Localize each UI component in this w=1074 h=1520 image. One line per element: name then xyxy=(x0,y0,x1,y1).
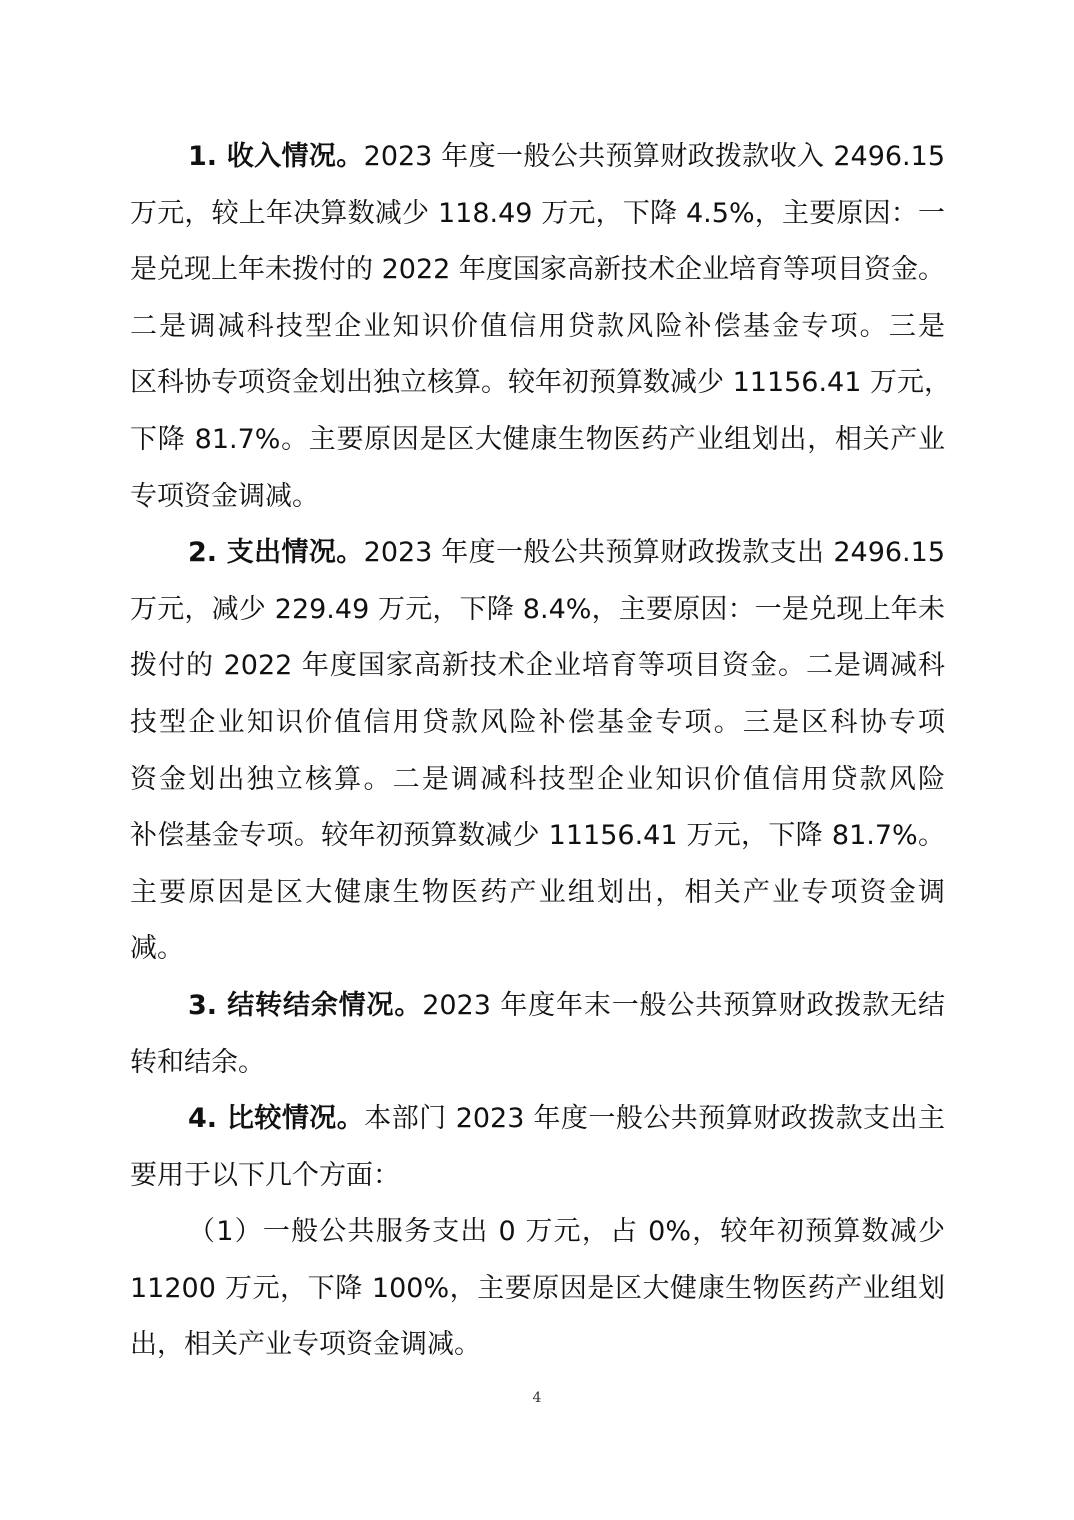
line-text: 2023 年度年末一般公共预算财政拨款无结 xyxy=(422,989,945,1021)
text-line xyxy=(130,921,945,978)
text-line xyxy=(130,638,945,695)
text-line xyxy=(130,1204,945,1261)
line-text: 11200 万元，下降 100%，主要原因是区大健康生物医药产业组划 xyxy=(130,1272,945,1304)
paragraph xyxy=(130,129,951,525)
paragraph xyxy=(130,978,945,1091)
section-heading: 2. 支出情况。 xyxy=(188,537,364,569)
line-text: 减。 xyxy=(130,933,184,965)
paragraph xyxy=(130,1204,945,1374)
section-heading: 1. 收入情况。 xyxy=(188,141,364,172)
paragraph xyxy=(130,525,945,978)
line-text: 主要原因是区大健康生物医药产业组划出，相关产业专项资金调 xyxy=(130,876,945,908)
paragraph xyxy=(130,1091,945,1204)
section-heading: 4. 比较情况。 xyxy=(188,1103,365,1135)
text-line xyxy=(130,582,945,639)
text-line xyxy=(130,1148,945,1205)
line-text: 2023 年度一般公共预算财政拨款支出 2496.15 xyxy=(363,537,945,569)
page-number: 4 xyxy=(532,1390,542,1406)
section-heading: 3. 结转结余情况。 xyxy=(188,989,423,1021)
text-line xyxy=(130,186,945,243)
text-line xyxy=(130,129,945,186)
line-text: 下降 81.7%。主要原因是区大健康生物医药产业组划出，相关产业 xyxy=(130,423,945,455)
line-text: 技型企业知识价值信用贷款风险补偿基金专项。三是区科协专项 xyxy=(130,706,945,738)
line-text: 补偿基金专项。较年初预算数减少 11156.41 万元，下降 81.7%。 xyxy=(130,820,945,852)
line-text: 资金划出独立核算。二是调减科技型企业知识价值信用贷款风险 xyxy=(130,763,945,795)
text-line xyxy=(130,1317,945,1374)
line-text: 本部门 2023 年度一般公共预算财政拨款支出主 xyxy=(364,1103,945,1135)
text-line xyxy=(130,355,951,412)
line-text: 是兑现上年未拨付的 2022 年度国家高新技术企业培育等项目资金。 xyxy=(130,254,945,286)
line-text: 万元，较上年决算数减少 118.49 万元，下降 4.5%，主要原因：一 xyxy=(130,197,945,229)
text-line xyxy=(130,978,945,1035)
line-text: 出，相关产业专项资金调减。 xyxy=(130,1329,481,1361)
text-line xyxy=(130,752,945,809)
text-line xyxy=(130,242,945,299)
text-line xyxy=(130,469,945,526)
text-line xyxy=(130,695,945,752)
line-text: 专项资金调减。 xyxy=(130,480,319,512)
line-text: 区科协专项资金划出独立核算。较年初预算数减少 11156.41 万元， xyxy=(130,367,951,399)
line-text: 万元，减少 229.49 万元，下降 8.4%，主要原因：一是兑现上年未 xyxy=(130,593,945,625)
text-line xyxy=(130,299,945,356)
text-line xyxy=(130,865,945,922)
text-line xyxy=(130,1261,945,1318)
document-body xyxy=(130,129,951,1374)
text-line xyxy=(130,525,945,582)
line-text: 拨付的 2022 年度国家高新技术企业培育等项目资金。二是调减科 xyxy=(130,650,945,682)
text-line xyxy=(130,808,945,865)
text-line xyxy=(130,1035,945,1092)
line-text: 要用于以下几个方面： xyxy=(130,1159,400,1191)
line-text: 转和结余。 xyxy=(130,1046,265,1078)
text-line xyxy=(130,412,945,469)
line-text: （1）一般公共服务支出 0 万元，占 0%，较年初预算数减少 xyxy=(188,1216,945,1248)
line-text: 2023 年度一般公共预算财政拨款收入 2496.15 xyxy=(363,141,945,172)
text-line xyxy=(130,1091,945,1148)
line-text: 二是调减科技型企业知识价值信用贷款风险补偿基金专项。三是 xyxy=(130,310,945,342)
